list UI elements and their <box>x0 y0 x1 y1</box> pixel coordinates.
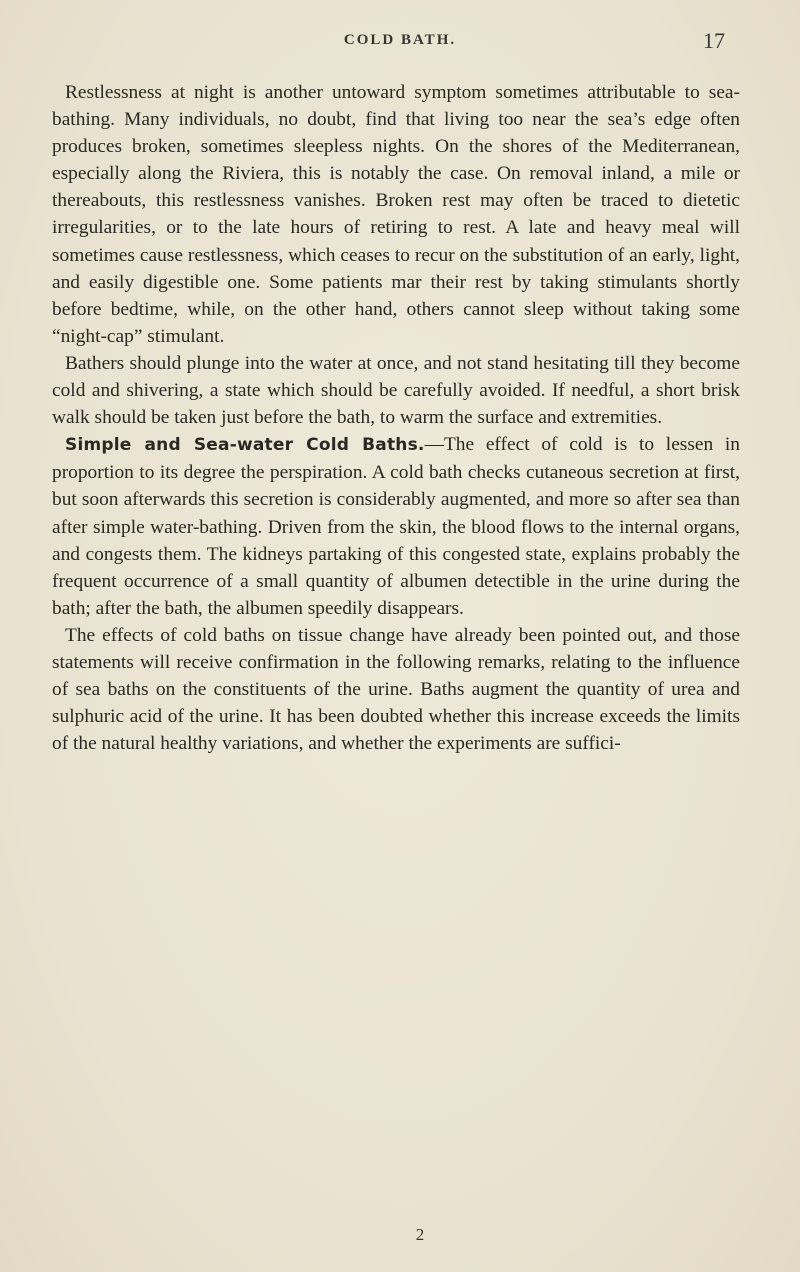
paragraph-text: Restlessness at night is another untoward symptom sometimes attributable to sea-bathing. Many individuals, no doubt, find that living too near the sea’s edge often produces broken, sometimes sleepless nights. On the shores of the Mediterranean, especially along the Riviera, this is notably the case. On removal inland, a mile or thereabouts, this restlessness vanishes. Broken rest may often be traced to dietetic irregularities, or to the late hours of retiring to rest. A late and heavy meal will sometimes cause restlessness, which ceases to recur on the substitution of an early, light, and easily digestible one. Some patients mar their rest by taking stimulants shortly before bedtime, while, on the other hand, others cannot sleep without taking some “night-cap” stimulant. <box>52 82 740 347</box>
running-head <box>0 28 800 58</box>
paragraph-text: The effects of cold baths on tissue change have already been pointed out, and those statements will receive confirmation in the following remarks, relating to the influence of sea baths on the constituents of the urine. Baths augment the quantity of urea and sulphuric acid of the urine. It has been doubted whether this increase exceeds the limits of the natural healthy variations, and whether the experiments are suffici- <box>52 624 740 755</box>
paragraph-restlessness <box>52 79 740 350</box>
page-number: 17 <box>703 28 725 53</box>
body-text <box>52 79 740 757</box>
paragraph-text: Bathers should plunge into the water at once, and not stand hesitating till they become cold and shivering, a state which should be carefully avoided. If needful, a short brisk walk should be taken just before the bath, to warm the surface and extremities. <box>52 352 740 429</box>
paragraph-text: —The effect of cold is to lessen in proportion to its degree the perspiration. A cold bath checks cutaneous secretion at first, but soon afterwards this secretion is considerably augmented, and more so after sea than after simple water-bathing. Driven from the skin, the blood flows to the internal organs, and congests them. The kidneys partaking of this congested state, explains probably the frequent occurrence of a small quantity of albumen detectible in the urine during the bath; after the bath, the albumen speedily disappears. <box>52 434 741 619</box>
paragraph-tissue-change <box>52 622 740 757</box>
paragraph-bathers <box>52 350 740 431</box>
section-lead-heading: Simple and Sea-water Cold Baths. <box>65 435 425 456</box>
signature-mark: 2 <box>415 1225 425 1244</box>
paragraph-simple-sea-water-cold-baths <box>52 431 740 622</box>
running-head-title: COLD BATH. <box>343 32 457 48</box>
